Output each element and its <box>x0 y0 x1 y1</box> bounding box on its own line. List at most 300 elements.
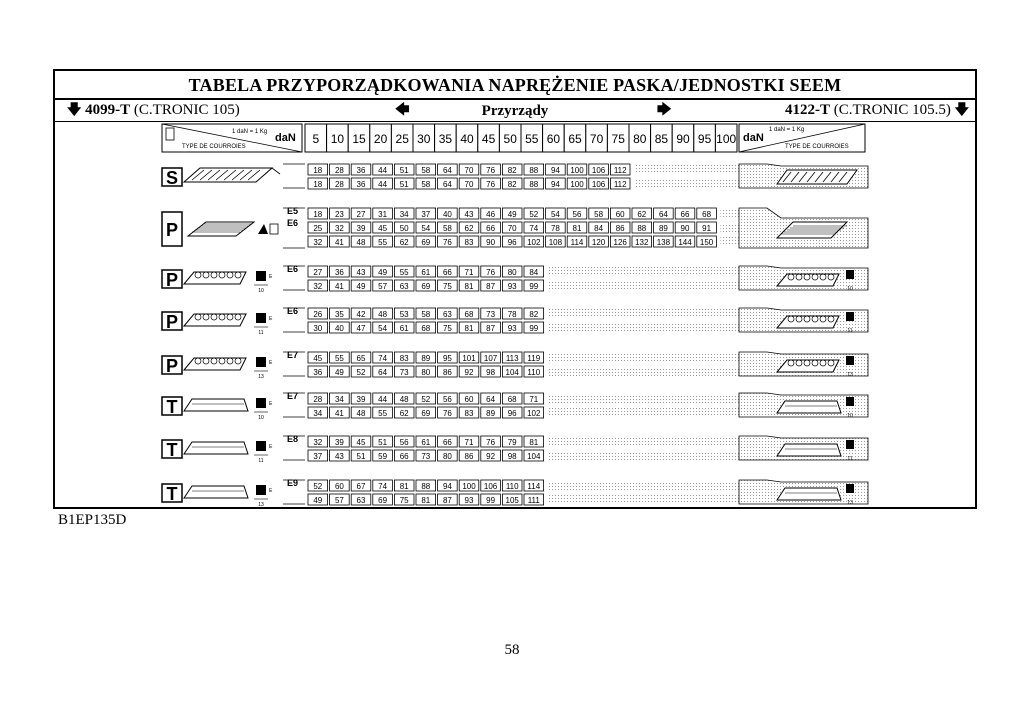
value-text: 34 <box>334 395 344 404</box>
value-text: 75 <box>442 282 452 291</box>
scale-value: 100 <box>716 132 737 146</box>
shaded-trail <box>720 237 741 246</box>
value-text: 93 <box>507 282 517 291</box>
down-arrow-icon: 🡇 <box>954 102 969 118</box>
value-text: 62 <box>399 238 409 247</box>
value-text: 87 <box>486 282 496 291</box>
value-text: 31 <box>378 210 388 219</box>
belt-rib <box>812 316 818 322</box>
belt-sub-type: E7 <box>287 391 299 401</box>
value-text: 23 <box>334 210 344 219</box>
value-text: 80 <box>442 452 452 461</box>
shaded-trail <box>720 209 741 218</box>
scale-value: 90 <box>676 132 690 146</box>
value-text: 49 <box>356 282 366 291</box>
value-text: 64 <box>658 210 668 219</box>
value-text: 83 <box>399 354 409 363</box>
belt-section-icon <box>256 485 266 495</box>
value-text: 64 <box>442 180 452 189</box>
value-text: 45 <box>378 224 388 233</box>
value-text: 67 <box>356 482 366 491</box>
value-text: 54 <box>550 210 560 219</box>
value-text: 36 <box>313 368 323 377</box>
scale-value: 60 <box>546 132 561 146</box>
value-text: 96 <box>507 238 517 247</box>
value-text: 27 <box>356 210 366 219</box>
value-text: 81 <box>421 496 431 505</box>
value-text: 28 <box>334 166 344 175</box>
value-text: 36 <box>356 166 366 175</box>
value-text: 69 <box>421 409 431 418</box>
value-text: 26 <box>313 310 323 319</box>
value-text: 110 <box>527 368 541 377</box>
belt-section-label: E <box>269 444 273 450</box>
belt-section-icon <box>256 271 266 281</box>
value-text: 113 <box>505 354 519 363</box>
belt-rib <box>828 316 834 322</box>
value-text: 81 <box>572 224 582 233</box>
value-text: 114 <box>570 238 584 247</box>
value-text: 98 <box>486 368 496 377</box>
value-text: 64 <box>442 166 452 175</box>
value-text: 90 <box>486 238 496 247</box>
belt-profile <box>184 399 248 411</box>
value-text: 99 <box>529 282 539 291</box>
belt-rib <box>828 360 834 366</box>
scale-value: 25 <box>395 132 409 146</box>
value-text: 52 <box>421 395 431 404</box>
value-text: 76 <box>442 409 452 418</box>
value-text: 48 <box>356 238 366 247</box>
value-text: 70 <box>507 224 517 233</box>
value-text: 93 <box>464 496 474 505</box>
belt-section-label: E <box>269 360 273 366</box>
belt-letter: P <box>165 220 179 240</box>
value-text: 100 <box>570 166 584 175</box>
value-text: 64 <box>486 395 496 404</box>
value-text: 88 <box>637 224 647 233</box>
value-text: 87 <box>442 496 452 505</box>
value-text: 81 <box>464 282 474 291</box>
belt-letter: P <box>165 356 179 376</box>
unit-label: daN <box>275 132 296 144</box>
value-text: 150 <box>699 238 714 247</box>
value-text: 86 <box>464 452 474 461</box>
belt-rib <box>203 358 209 364</box>
value-text: 32 <box>313 238 323 247</box>
value-text: 40 <box>442 210 452 219</box>
value-text: 93 <box>507 324 517 333</box>
value-text: 30 <box>313 324 323 333</box>
belt-pitch: 13 <box>258 502 264 508</box>
value-text: 39 <box>334 438 344 447</box>
belt-section-icon <box>846 312 854 321</box>
value-text: 88 <box>421 482 431 491</box>
value-text: 75 <box>399 496 409 505</box>
value-text: 83 <box>464 409 474 418</box>
value-text: 63 <box>442 310 452 319</box>
belt-section-icon <box>846 397 854 406</box>
scale-value: 45 <box>481 132 496 146</box>
value-text: 112 <box>613 166 627 175</box>
value-text: 81 <box>464 324 474 333</box>
value-text: 100 <box>570 180 584 189</box>
shaded-trail <box>634 179 741 188</box>
value-text: 73 <box>399 368 409 377</box>
value-text: 81 <box>399 482 409 491</box>
belt-section-icon <box>846 270 854 279</box>
belt-sub-type: E8 <box>287 434 299 444</box>
value-text: 42 <box>356 310 366 319</box>
value-text: 40 <box>334 324 344 333</box>
belt-pitch: 11 <box>258 330 264 336</box>
value-text: 39 <box>356 224 366 233</box>
value-text: 47 <box>356 324 366 333</box>
shaded-trail <box>720 223 741 232</box>
value-text: 45 <box>313 354 323 363</box>
value-text: 18 <box>313 210 323 219</box>
value-text: 82 <box>529 310 539 319</box>
belt-pitch: 10 <box>847 413 853 419</box>
value-text: 49 <box>507 210 517 219</box>
value-text: 41 <box>334 238 344 247</box>
right-model: 4122-T <box>785 102 831 118</box>
belt-rib <box>804 274 810 280</box>
belt-section-icon <box>270 224 278 234</box>
value-text: 69 <box>378 496 388 505</box>
value-text: 78 <box>550 224 560 233</box>
left-version: (C.TRONIC 105) <box>133 102 240 118</box>
belt-letter: P <box>165 270 179 290</box>
value-text: 55 <box>378 238 388 247</box>
belt-rib <box>820 360 826 366</box>
right-version: (C.TRONIC 105.5) <box>833 102 951 118</box>
belt-rib <box>203 272 209 278</box>
value-text: 74 <box>378 354 388 363</box>
scale-value: 35 <box>438 132 453 146</box>
instruments-label: Przyrządy <box>481 103 549 119</box>
value-text: 58 <box>421 180 431 189</box>
belt-letter: T <box>166 440 178 460</box>
shaded-trail <box>548 451 741 460</box>
value-text: 95 <box>442 354 452 363</box>
value-text: 90 <box>680 224 690 233</box>
value-text: 62 <box>637 210 647 219</box>
value-text: 50 <box>399 224 409 233</box>
value-text: 41 <box>334 282 344 291</box>
belt-rib <box>235 358 241 364</box>
belt-letter: P <box>165 312 179 332</box>
value-text: 100 <box>462 482 476 491</box>
belt-rib <box>788 360 794 366</box>
value-text: 83 <box>464 238 474 247</box>
belt-rib <box>219 272 225 278</box>
value-text: 43 <box>464 210 474 219</box>
belt-pitch: 13 <box>847 500 853 506</box>
value-text: 34 <box>313 409 323 418</box>
belt-rib <box>211 314 217 320</box>
value-text: 99 <box>529 324 539 333</box>
value-text: 82 <box>507 166 517 175</box>
value-text: 35 <box>334 310 344 319</box>
value-text: 55 <box>378 409 388 418</box>
value-text: 56 <box>399 438 409 447</box>
value-text: 39 <box>356 395 366 404</box>
scale-value: 10 <box>330 132 345 146</box>
value-text: 68 <box>702 210 712 219</box>
value-text: 111 <box>527 496 540 505</box>
page-number: 58 <box>504 642 520 658</box>
value-text: 104 <box>505 368 519 377</box>
belt-rib <box>796 274 802 280</box>
value-text: 110 <box>505 482 519 491</box>
value-text: 86 <box>615 224 625 233</box>
value-text: 79 <box>507 438 517 447</box>
value-text: 61 <box>421 438 431 447</box>
belt-pitch: 10 <box>847 286 853 292</box>
belt-rib <box>796 360 802 366</box>
belt-section-label: E <box>269 401 273 407</box>
belt-sub-type: E6 <box>287 264 299 274</box>
belt-rib <box>812 360 818 366</box>
belt-rib <box>211 358 217 364</box>
value-text: 73 <box>421 452 431 461</box>
value-text: 55 <box>334 354 344 363</box>
value-text: 63 <box>399 282 409 291</box>
value-text: 71 <box>464 438 474 447</box>
belt-rib <box>227 314 233 320</box>
scale-value: 20 <box>373 132 388 146</box>
left-arrow-icon: 🡄 <box>395 102 410 118</box>
belt-section-label: E <box>269 274 273 280</box>
value-text: 57 <box>334 496 344 505</box>
value-text: 112 <box>613 180 627 189</box>
value-text: 80 <box>507 268 517 277</box>
belt-section-icon <box>256 313 266 323</box>
belt-pitch: 13 <box>847 372 853 378</box>
value-text: 75 <box>442 324 452 333</box>
left-model: 4099-T <box>85 102 131 118</box>
down-arrow-icon: 🡇 <box>67 102 82 118</box>
belt-sub-type: E6 <box>287 218 299 228</box>
shaded-trail <box>548 495 741 504</box>
value-text: 74 <box>529 224 539 233</box>
value-text: 43 <box>334 452 344 461</box>
belt-rib <box>796 316 802 322</box>
belt-rib <box>203 314 209 320</box>
value-text: 45 <box>356 438 366 447</box>
belt-profile <box>184 442 248 454</box>
value-text: 18 <box>313 180 323 189</box>
belt-profile <box>777 444 841 456</box>
value-text: 132 <box>635 238 649 247</box>
value-text: 87 <box>486 324 496 333</box>
belt-rib <box>235 272 241 278</box>
scale-value: 30 <box>417 132 431 146</box>
value-text: 49 <box>313 496 323 505</box>
value-text: 58 <box>594 210 604 219</box>
value-text: 48 <box>378 310 388 319</box>
value-text: 71 <box>464 268 474 277</box>
unit-note: 1 daN = 1 Kg <box>769 127 805 133</box>
value-text: 80 <box>421 368 431 377</box>
value-text: 52 <box>529 210 539 219</box>
value-text: 58 <box>421 166 431 175</box>
value-text: 63 <box>356 496 366 505</box>
value-text: 86 <box>442 368 452 377</box>
belt-rib <box>820 316 826 322</box>
belt-pitch: 13 <box>258 374 264 380</box>
belt-section-icon <box>846 440 854 449</box>
belt-rib <box>828 274 834 280</box>
value-text: 84 <box>594 224 604 233</box>
value-text: 70 <box>464 166 474 175</box>
value-text: 120 <box>591 238 606 247</box>
shaded-trail <box>548 323 741 332</box>
belt-rib <box>219 314 225 320</box>
value-text: 32 <box>334 224 344 233</box>
value-text: 101 <box>462 354 476 363</box>
belt-rib <box>195 272 201 278</box>
value-text: 89 <box>421 354 431 363</box>
belt-pitch: 10 <box>258 415 264 421</box>
value-text: 76 <box>486 166 496 175</box>
value-text: 62 <box>464 224 474 233</box>
value-text: 51 <box>399 166 409 175</box>
shaded-trail <box>548 367 741 376</box>
value-text: 99 <box>486 496 496 505</box>
value-text: 54 <box>378 324 388 333</box>
scale-value: 85 <box>654 132 669 146</box>
value-text: 69 <box>421 282 431 291</box>
belt-section-label: E <box>269 316 273 322</box>
value-text: 28 <box>334 180 344 189</box>
value-text: 44 <box>378 166 388 175</box>
value-text: 81 <box>529 438 539 447</box>
value-text: 36 <box>356 180 366 189</box>
value-text: 60 <box>334 482 344 491</box>
value-text: 51 <box>356 452 366 461</box>
value-text: 36 <box>334 268 344 277</box>
value-text: 54 <box>421 224 431 233</box>
value-text: 58 <box>442 224 452 233</box>
value-text: 64 <box>378 368 388 377</box>
scale-value: 50 <box>503 132 517 146</box>
value-text: 48 <box>356 409 366 418</box>
value-text: 46 <box>486 210 496 219</box>
shaded-trail <box>548 309 741 318</box>
shaded-trail <box>634 165 741 174</box>
value-text: 43 <box>356 268 366 277</box>
value-text: 104 <box>527 452 541 461</box>
value-text: 56 <box>572 210 582 219</box>
value-text: 92 <box>464 368 474 377</box>
value-text: 70 <box>464 180 474 189</box>
type-label: TYPE DE COURROIES <box>785 144 849 150</box>
value-text: 49 <box>378 268 388 277</box>
value-text: 106 <box>483 482 498 491</box>
value-text: 48 <box>399 395 409 404</box>
page-title: TABELA PRZYPORZĄDKOWANIA NAPRĘŻENIE PASKA/JEDNOSTKI SEEM <box>55 71 975 100</box>
belt-letter: S <box>165 168 179 188</box>
belt-rib <box>211 272 217 278</box>
scale-value: 65 <box>568 132 582 146</box>
scale-value: 80 <box>633 132 647 146</box>
belt-rib <box>227 272 233 278</box>
value-text: 44 <box>378 180 388 189</box>
value-text: 68 <box>464 310 474 319</box>
belt-rib <box>812 274 818 280</box>
belt-rib <box>820 274 826 280</box>
value-text: 89 <box>658 224 668 233</box>
value-text: 59 <box>378 452 388 461</box>
shaded-trail <box>548 481 741 490</box>
value-text: 55 <box>399 268 409 277</box>
value-text: 74 <box>378 482 388 491</box>
value-text: 94 <box>442 482 452 491</box>
figure-caption: B1EP135D <box>58 512 127 528</box>
value-text: 27 <box>313 268 323 277</box>
value-text: 144 <box>678 238 692 247</box>
value-text: 94 <box>550 166 560 175</box>
value-text: 78 <box>507 310 517 319</box>
scale-value: 5 <box>312 132 320 146</box>
belt-pitch: 11 <box>847 328 853 334</box>
scale-value: 75 <box>611 132 625 146</box>
value-text: 37 <box>313 452 323 461</box>
unit-note: 1 daN = 1 Kg <box>232 129 268 135</box>
value-text: 76 <box>442 238 452 247</box>
value-text: 57 <box>378 282 388 291</box>
value-text: 18 <box>313 166 323 175</box>
value-text: 34 <box>399 210 409 219</box>
value-text: 28 <box>313 395 323 404</box>
value-text: 89 <box>486 409 496 418</box>
value-text: 106 <box>591 166 606 175</box>
belt-rib <box>804 360 810 366</box>
belt-section-label: E <box>269 488 273 494</box>
shaded-trail <box>548 394 741 403</box>
value-text: 69 <box>421 238 431 247</box>
shaded-trail <box>548 267 741 276</box>
belt-rib <box>219 358 225 364</box>
value-text: 68 <box>507 395 517 404</box>
belt-sub-type: E9 <box>287 478 299 488</box>
value-text: 66 <box>442 268 452 277</box>
value-text: 66 <box>486 224 496 233</box>
value-text: 106 <box>591 180 606 189</box>
belt-profile <box>777 170 857 184</box>
value-text: 138 <box>656 238 671 247</box>
value-text: 66 <box>680 210 690 219</box>
belt-rib <box>195 358 201 364</box>
value-text: 41 <box>334 409 344 418</box>
belt-profile <box>184 486 248 498</box>
belt-letter: T <box>166 397 178 417</box>
scale-value: 40 <box>460 132 474 146</box>
value-text: 88 <box>529 180 539 189</box>
belt-letter: T <box>166 484 178 504</box>
value-text: 108 <box>548 238 563 247</box>
value-text: 44 <box>378 395 388 404</box>
value-text: 76 <box>486 268 496 277</box>
value-text: 88 <box>529 166 539 175</box>
value-text: 61 <box>399 324 409 333</box>
value-text: 25 <box>313 224 323 233</box>
value-text: 68 <box>421 324 431 333</box>
value-text: 65 <box>356 354 366 363</box>
belt-profile <box>777 488 841 500</box>
